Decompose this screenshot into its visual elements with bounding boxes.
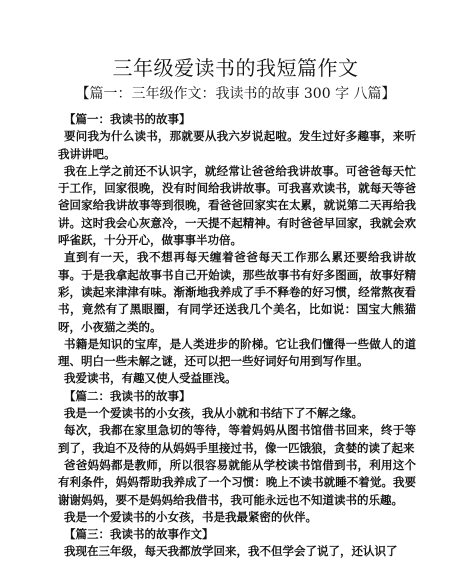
body-paragraph: 直到有一天，我不想再每天缠着爸爸每天工作那么累还要给我讲故事。于是我拿起故事书自己开始读，那些故事书有好多图画，故事好精彩，读起来津津有味。渐渐地我养成了手不释卷的好习惯，经常熬夜看书，竟然有了黑眼圈，有同学还送我几个美名，比如说：国宝大熊猫呀，小夜猫之类的。 — [58, 250, 416, 334]
document-title: 三年级爱读书的我短篇作文 — [112, 56, 359, 80]
body-paragraph: 我是一个爱读书的小女孩，书是我最紧密的伙伴。 — [64, 509, 317, 524]
body-paragraph: 每次，我都在家里急切的等待，等着妈妈从图书馆借书回来，终于等到了，我迫不及待的从妈妈手里接过书，像一匹饿狼，贪婪的读了起来 — [58, 423, 416, 455]
document-body — [58, 111, 416, 561]
body-paragraph: 爸爸妈妈都是教师，所以很容易就能从学校读书馆借到书，利用这个有利条件，妈妈帮助我养成了一个习惯：晚上不读书就睡不着觉。我要谢谢妈妈，要不是妈妈给我借书，我可能永远也不知道读书的乐趣。 — [58, 457, 416, 507]
section-heading: 【篇三：我读书的故事作文】 — [64, 527, 214, 542]
section-heading: 【篇二：我读书的故事】 — [64, 388, 191, 403]
document-subtitle: 【篇一：三年级作文：我读书的故事 300 字 八篇】 — [75, 86, 396, 102]
body-paragraph: 要问我为什么读书，那就要从我六岁说起啦。发生过好多趣事，来听我讲讲吧。 — [58, 129, 416, 161]
body-paragraph: 我是一个爱读书的小女孩，我从小就和书结下了不解之缘。 — [64, 406, 363, 421]
body-paragraph: 我在上学之前还不认识字，就经常让爸爸给我讲故事。可爸爸每天忙于工作，回家很晚，没有时间给我讲故事。可我喜欢读书，就每天等爸爸回家给我讲故事等到很晚，看爸爸回家实在太累，就说第二天再给我讲。这时我会心灰意冷，一天提不起精神。有时爸爸早回家，我就会欢呼雀跃，十分开心，做事事半功倍。 — [58, 163, 416, 248]
body-paragraph: 书籍是知识的宝库，是人类进步的阶梯。它让我们懂得一些做人的道理、明白一些未解之谜，还可以把一些好词好句用到写作里。 — [58, 336, 416, 369]
body-paragraph: 我现在三年级，每天我都放学回来，我不但学会了说了，还认识了 — [64, 544, 398, 559]
section-heading: 【篇一：我读书的故事】 — [64, 112, 191, 126]
body-paragraph: 我爱读书，有趣又使人受益匪浅。 — [64, 371, 237, 386]
